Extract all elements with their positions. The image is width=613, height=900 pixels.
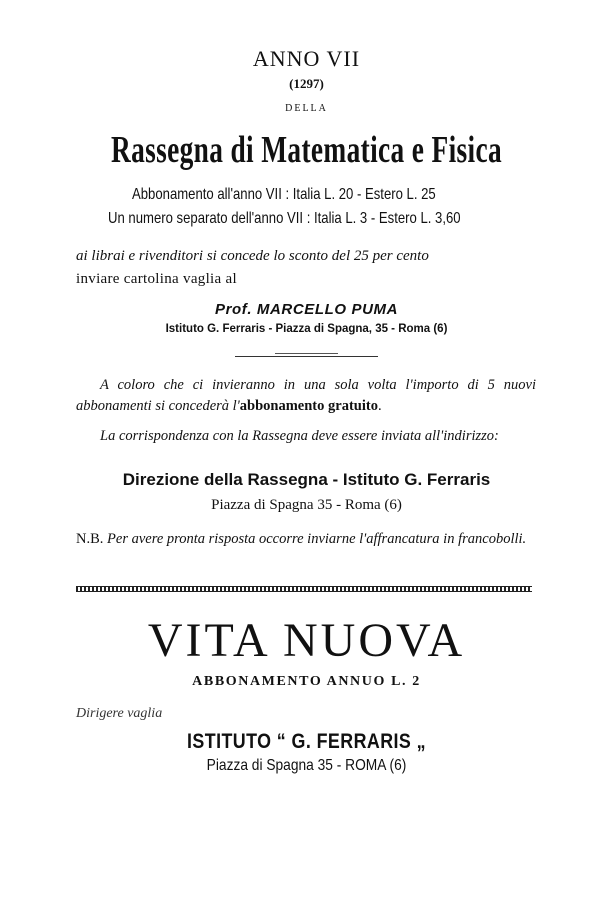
vita-nuova-subscription: ABBONAMENTO ANNUO L. 2 xyxy=(192,674,421,689)
della-label: DELLA xyxy=(285,103,328,114)
correspondence-paragraph: La corrispondenza con la Rassegna deve essere inviata all'indirizzo: xyxy=(100,428,499,444)
nb-text: Per avere pronta risposta occorre inviarne l'affrancatura in francobolli. xyxy=(107,531,527,547)
discount-note: ai librai e rivenditori si concede lo sconto del 25 per cento xyxy=(76,248,429,264)
free-subscription-end: . xyxy=(377,398,382,414)
vita-nuova-title: VITA NUOVA xyxy=(147,614,466,667)
vita-nuova-address: Piazza di Spagna 35 - ROMA (6) xyxy=(206,757,407,774)
dotted-separator xyxy=(76,586,532,592)
journal-title: Rassegna di Matematica e Fisica xyxy=(110,129,503,171)
section-divider xyxy=(235,356,378,357)
dirigere-vaglia: Dirigere vaglia xyxy=(76,706,163,721)
issue-number: (1297) xyxy=(289,76,324,91)
subscription-price-line: Abbonamento all'anno VII : Italia L. 20 - Estero L. 25 xyxy=(132,186,436,203)
nota-bene xyxy=(76,529,536,550)
volume-label: ANNO VII xyxy=(252,46,361,71)
send-instruction: inviare cartolina vaglia al xyxy=(76,271,237,287)
editor-name: Prof. MARCELLO PUMA xyxy=(214,301,399,318)
vita-nuova-institute: ISTITUTO “ G. FERRARIS „ xyxy=(187,730,426,753)
free-subscription-paragraph xyxy=(76,375,536,417)
free-subscription-text: A coloro che ci invieranno in una sola volta l'importo di 5 nuovi abbonamenti si concederà l' xyxy=(76,377,536,414)
free-subscription-emphasis: abbonamento gratuito xyxy=(239,398,378,414)
single-issue-price-line: Un numero separato dell'anno VII : Italia L. 3 - Estero L. 3,60 xyxy=(108,210,461,227)
nb-label: N.B. xyxy=(76,531,104,547)
direzione-address: Direzione della Rassegna - Istituto G. Ferraris xyxy=(122,470,491,489)
direzione-street: Piazza di Spagna 35 - Roma (6) xyxy=(211,497,402,513)
editor-address: Istituto G. Ferraris - Piazza di Spagna, 35 - Roma (6) xyxy=(165,323,448,335)
